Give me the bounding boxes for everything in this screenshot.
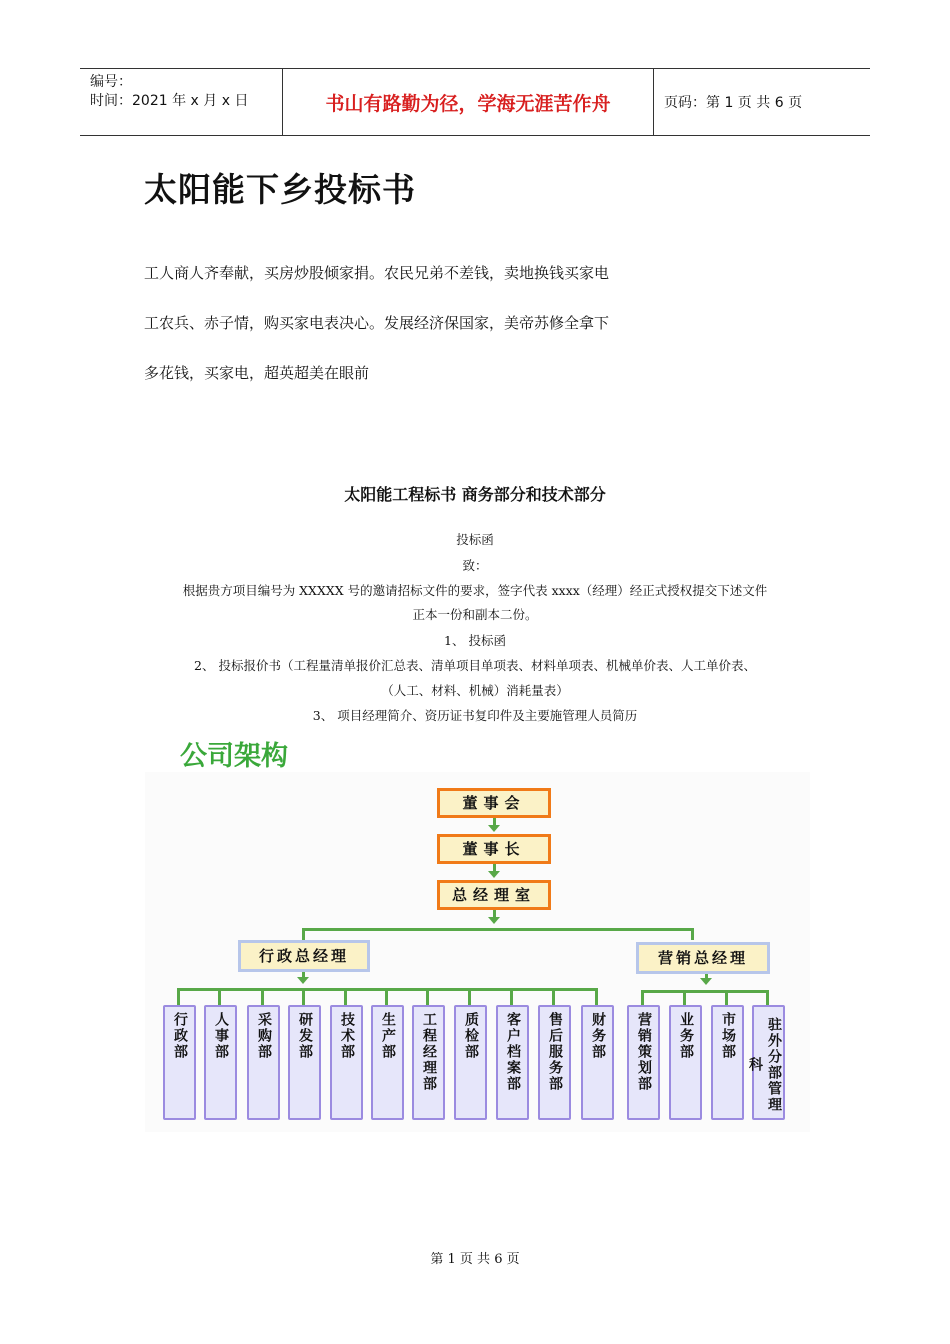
down-arrow-icon (488, 825, 500, 832)
down-arrow-icon (297, 977, 309, 984)
letter-body-1: 根据贵方项目编号为 XXXXX 号的邀请招标文件的要求，签字代表 xxxx（经理）经正式授权提交下述文件 (182, 583, 768, 598)
dept-after-sales (538, 1005, 571, 1120)
dept-label: 营销策划部 (636, 1012, 652, 1092)
header-meta (80, 69, 282, 135)
connector-line (725, 990, 728, 1005)
document-title: 太阳能下乡投标书 (144, 170, 416, 209)
page-header (80, 68, 870, 136)
connector-line (302, 988, 305, 1005)
org-box-gm-office: 总经理室 (437, 880, 551, 910)
dept-rnd (288, 1005, 321, 1120)
poem-line-2: 工农兵、赤子情，购买家电表决心。发展经济保国家，美帝苏修全拿下 (144, 314, 610, 332)
dept-production (371, 1005, 404, 1120)
dept-label: 财务部 (590, 1012, 606, 1060)
page-footer: 第 1 页 共 6 页 (430, 1252, 520, 1267)
connector-line (595, 988, 598, 1005)
dept-customer-records (496, 1005, 529, 1120)
time-label: 时间：2021 年 x 月 x 日 (90, 93, 249, 109)
branch-connector (302, 928, 694, 931)
letter-salutation: 致： (462, 558, 488, 573)
connector-line (177, 988, 180, 1005)
dept-label: 行政部 (172, 1012, 188, 1060)
org-box-board: 董事会 (437, 788, 551, 818)
dept-label: 研发部 (297, 1012, 313, 1060)
org-box-admin-gm: 行政总经理 (238, 940, 370, 972)
connector-line (344, 988, 347, 1005)
dept-procurement (247, 1005, 280, 1120)
connector-line (261, 988, 264, 1005)
down-arrow-icon (488, 871, 500, 878)
connector-line (385, 988, 388, 1005)
connector-line (766, 990, 769, 1005)
org-chart-title: 公司架构 (180, 741, 288, 772)
dept-label: 业务部 (678, 1012, 694, 1060)
dept-finance (581, 1005, 614, 1120)
poem-line-1: 工人商人齐奉献，买房炒股倾家捐。农民兄弟不差钱，卖地换钱买家电 (144, 264, 610, 282)
dept-label: 工程经理部 (421, 1012, 437, 1092)
dept-admin (163, 1005, 196, 1120)
dept-label: 市场部 (720, 1012, 736, 1060)
connector-line (510, 988, 513, 1005)
dept-market (711, 1005, 744, 1120)
letter-item-1: 1、 投标函 (444, 633, 506, 648)
down-arrow-icon (488, 917, 500, 924)
org-box-sales-gm: 营销总经理 (636, 942, 770, 974)
dept-label: 售后服务部 (547, 1012, 563, 1092)
dept-hr (204, 1005, 237, 1120)
connector-line (426, 988, 429, 1005)
connector-line (552, 988, 555, 1005)
letter-item-3: 3、 项目经理简介、资历证书复印件及主要施管理人员简历 (312, 708, 638, 723)
header-motto: 书山有路勤为径，学海无涯苦作舟 (282, 69, 654, 135)
dept-tech (330, 1005, 363, 1120)
connector-line (468, 988, 471, 1005)
dept-branch-mgmt (747, 1005, 785, 1120)
dept-qc (454, 1005, 487, 1120)
dept-label: 人事部 (213, 1012, 229, 1060)
letter-title: 投标函 (456, 532, 494, 547)
letter-item-2b: （人工、材料、机械）消耗量表） (381, 683, 569, 698)
connector-line (691, 928, 694, 940)
header-page-info: 页码：第 1 页 共 6 页 (664, 95, 803, 111)
number-label: 编号： (90, 74, 132, 90)
dept-label: 采购部 (256, 1012, 272, 1060)
letter-item-2a: 2、 投标报价书（工程量清单报价汇总表、清单项目单项表、材料单项表、机械单价表、人工单价表、 (194, 658, 756, 673)
connector-line (683, 990, 686, 1005)
section-title: 太阳能工程标书 商务部分和技术部分 (344, 485, 606, 504)
connector-line (302, 928, 305, 940)
dept-label: 驻外分部管理科 (747, 1017, 782, 1113)
connector-line (218, 988, 221, 1005)
dept-marketing-planning (627, 1005, 660, 1120)
connector-line (641, 990, 644, 1005)
letter-body-2: 正本一份和副本二份。 (412, 607, 538, 622)
dept-label: 质检部 (463, 1012, 479, 1060)
poem-line-3: 多花钱，买家电，超英超美在眼前 (144, 364, 370, 382)
dept-business (669, 1005, 702, 1120)
down-arrow-icon (700, 978, 712, 985)
dept-label: 生产部 (380, 1012, 396, 1060)
dept-label: 技术部 (339, 1012, 355, 1060)
dept-label: 客户档案部 (505, 1012, 521, 1092)
org-box-chairman: 董事长 (437, 834, 551, 864)
dept-eng-mgr (412, 1005, 445, 1120)
sales-dept-rail (641, 990, 769, 993)
